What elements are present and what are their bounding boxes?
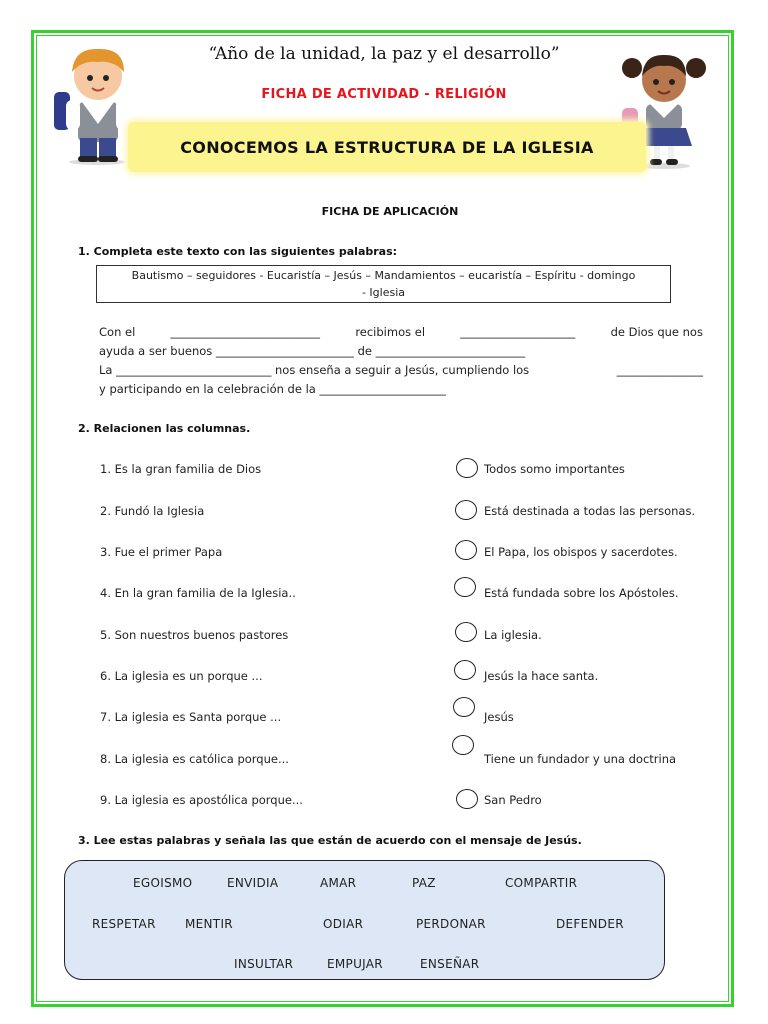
right-column-item: Jesús la hace santa. — [484, 669, 599, 683]
right-column-item: Todos somo importantes — [484, 462, 625, 476]
left-column-item: 7. La iglesia es Santa porque ... — [100, 710, 282, 724]
blank-2[interactable]: ____________________ — [460, 325, 576, 339]
word-option[interactable]: ENVIDIA — [227, 876, 279, 890]
answer-circle[interactable] — [452, 735, 474, 755]
word-bank-line-2: - Iglesia — [361, 286, 406, 299]
right-column-item: Está destinada a todas las personas. — [484, 504, 696, 518]
section-title: FICHA DE APLICACIÓN — [321, 205, 459, 218]
word-option[interactable]: INSULTAR — [234, 957, 294, 971]
answer-circle[interactable] — [455, 500, 477, 520]
word-option[interactable]: PAZ — [412, 876, 436, 890]
left-column-item: 1. Es la gran familia de Dios — [100, 462, 262, 476]
left-column-item: 8. La iglesia es católica porque... — [100, 752, 289, 766]
right-column-item: La iglesia. — [484, 628, 542, 642]
word-bank-box — [96, 265, 671, 303]
page-title: CONOCEMOS LA ESTRUCTURA DE LA IGLESIA — [180, 137, 594, 157]
answer-circle[interactable] — [455, 540, 477, 560]
left-column-item: 2. Fundó la Iglesia — [100, 504, 205, 518]
right-column-item: San Pedro — [484, 793, 542, 807]
question-1-title: 1. Completa este texto con las siguientes palabras: — [78, 245, 398, 258]
blank-mandamientos[interactable]: _______________ — [616, 363, 703, 377]
left-column-item: 9. La iglesia es apostólica porque... — [100, 793, 303, 807]
word-option[interactable]: AMAR — [320, 876, 357, 890]
left-column-item: 5. Son nuestros buenos pastores — [100, 628, 289, 642]
word-option[interactable]: ENSEÑAR — [420, 957, 480, 971]
word-option[interactable]: EMPUJAR — [327, 957, 383, 971]
word-option[interactable]: DEFENDER — [556, 917, 624, 931]
blank-1[interactable]: __________________________ — [170, 325, 321, 339]
word-option[interactable]: PERDONAR — [416, 917, 486, 931]
answer-circle[interactable] — [456, 789, 478, 809]
answer-circle[interactable] — [455, 622, 477, 642]
answer-circle[interactable] — [454, 660, 476, 680]
fill-in-paragraph — [99, 323, 703, 361]
word-option[interactable]: EGOISMO — [133, 876, 193, 890]
word-option[interactable]: MENTIR — [185, 917, 233, 931]
question-2-title: 2. Relacionen las columnas. — [78, 422, 251, 435]
question-3-title: 3. Lee estas palabras y señala las que están de acuerdo con el mensaje de Jesús. — [78, 834, 582, 847]
right-column-item: Jesús — [484, 710, 514, 724]
paragraph-line-3: La ___________________________ nos enseña a seguir a Jesús, cumpliendo los — [99, 363, 530, 377]
answer-circle[interactable] — [454, 577, 476, 597]
page-border-inner — [36, 35, 729, 1002]
right-column-item: Tiene un fundador y una doctrina — [484, 752, 677, 766]
motto-heading: “Año de la unidad, la paz y el desarrollo” — [208, 44, 560, 64]
word-option[interactable]: RESPETAR — [92, 917, 156, 931]
text-fragment: recibimos el — [355, 325, 426, 339]
word-bank-line-1: Bautismo – seguidores - Eucaristía – Jesús – Mandamientos – eucaristía – Espíritu - domingo — [131, 269, 636, 282]
text-fragment: de Dios que nos — [610, 325, 703, 339]
activity-subtitle: FICHA DE ACTIVIDAD - RELIGIÓN — [261, 87, 507, 102]
fill-in-paragraph-2 — [99, 361, 703, 399]
text-fragment: Con el — [99, 325, 136, 339]
right-column-item: El Papa, los obispos y sacerdotes. — [484, 545, 678, 559]
left-column-item: 3. Fue el primer Papa — [100, 545, 223, 559]
right-column-item: Está fundada sobre los Apóstoles. — [484, 586, 679, 600]
paragraph-line-2: ayuda a ser buenos ________________________ de __________________________ — [99, 344, 526, 358]
word-option[interactable]: ODIAR — [323, 917, 364, 931]
answer-circle[interactable] — [453, 697, 475, 717]
left-column-item: 4. En la gran familia de la Iglesia.. — [100, 586, 296, 600]
paragraph-line-4: y participando en la celebración de la ______________________ — [99, 382, 446, 396]
left-column-item: 6. La iglesia es un porque ... — [100, 669, 263, 683]
answer-circle[interactable] — [456, 458, 478, 478]
word-option[interactable]: COMPARTIR — [505, 876, 578, 890]
